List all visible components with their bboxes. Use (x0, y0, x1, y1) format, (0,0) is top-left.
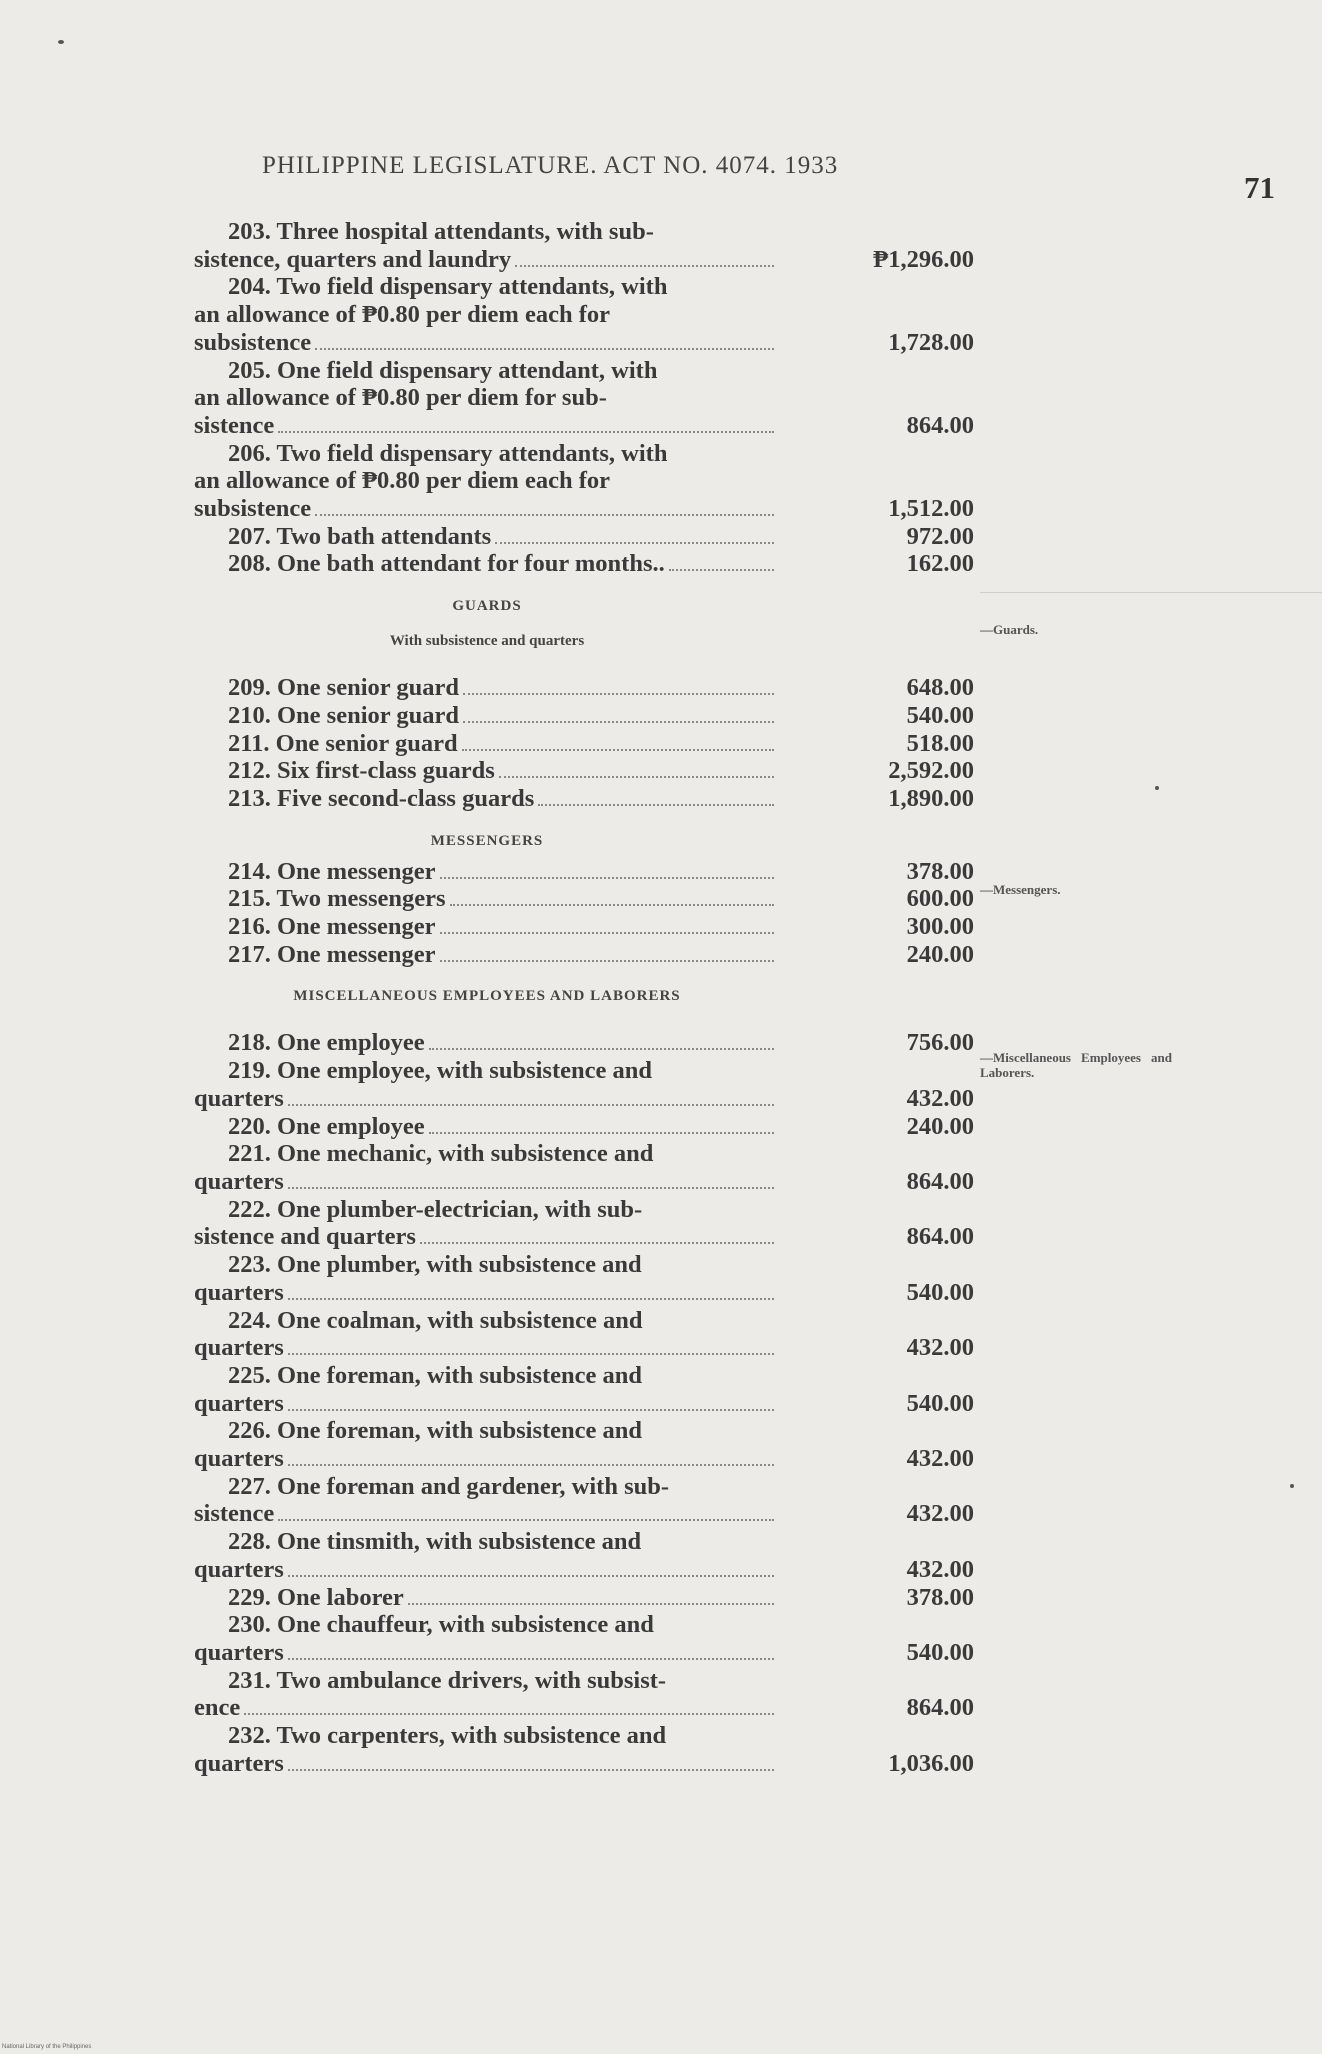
leader-dots (288, 1464, 774, 1466)
leader-dots (463, 693, 774, 695)
margin-note-messengers: —Messengers. (980, 882, 1061, 897)
line-item (194, 1029, 974, 1057)
line-item (194, 218, 974, 273)
line-item-line: 211. One senior guard (228, 729, 458, 757)
leader-dots (440, 932, 774, 934)
line-item-amount: 240.00 (906, 1112, 974, 1140)
line-item-amount: 1,036.00 (888, 1749, 974, 1777)
line-item-amount: 1,890.00 (888, 784, 974, 812)
leader-dots (288, 1187, 774, 1189)
line-item-text (194, 757, 780, 785)
leader-dots (440, 960, 774, 962)
line-item-text (194, 1417, 780, 1472)
line-item-line: quarters (194, 1638, 284, 1666)
line-item-line: ence (194, 1694, 241, 1722)
line-item-line: 225. One foreman, with subsistence and (228, 1361, 643, 1389)
line-item (194, 1528, 974, 1583)
line-item-text (194, 550, 780, 578)
line-item (194, 440, 974, 523)
line-item-line: 231. Two ambulance drivers, with subsist- (228, 1666, 667, 1694)
line-item (194, 357, 974, 440)
leader-dots (315, 514, 774, 516)
line-item-line: quarters (194, 1084, 284, 1112)
leader-dots (440, 877, 774, 879)
line-item-line: an allowance of ₱0.80 per diem for sub- (194, 384, 607, 412)
line-item-text (194, 702, 780, 730)
line-item-amount: 864.00 (906, 411, 974, 439)
line-item-text (194, 1307, 780, 1362)
footer-credit: National Library of the Philippines (2, 2044, 92, 2050)
leader-dots (538, 804, 774, 806)
leader-dots (315, 348, 774, 350)
line-item (194, 1196, 974, 1251)
line-item-text (194, 1722, 780, 1777)
line-item (194, 1722, 974, 1777)
line-item-line: 230. One chauffeur, with subsistence and (228, 1611, 654, 1639)
line-item-line: 208. One bath attendant for four months.. (228, 550, 665, 578)
line-item-text (194, 913, 780, 941)
leader-dots (288, 1104, 774, 1106)
running-head: PHILIPPINE LEGISLATURE. ACT NO. 4074. 1933 (262, 152, 839, 179)
line-item-text (194, 523, 780, 551)
line-item-text (194, 1140, 780, 1195)
line-item-amount: 240.00 (906, 940, 974, 968)
margin-note-misc: —Miscellaneous Employees and Laborers. (980, 1050, 1172, 1080)
line-item-text (194, 785, 780, 813)
line-item (194, 1362, 974, 1417)
line-item-text (194, 858, 780, 886)
line-item-amount: ₱1,296.00 (873, 245, 974, 273)
line-item-amount: 300.00 (906, 913, 974, 941)
line-item-line: 205. One field dispensary attendant, with (228, 356, 658, 384)
appropriation-list (194, 218, 974, 1777)
line-item-amount: 432.00 (906, 1500, 974, 1528)
top-entries (194, 218, 974, 578)
line-item-line: quarters (194, 1389, 284, 1417)
line-item-line: 222. One plumber-electrician, with sub- (228, 1195, 643, 1223)
line-item (194, 785, 974, 813)
line-item-amount: 518.00 (906, 729, 974, 757)
line-item-text (194, 1584, 780, 1612)
line-item-line: 228. One tinsmith, with subsistence and (228, 1528, 642, 1556)
leader-dots (499, 776, 774, 778)
line-item-amount: 162.00 (906, 550, 974, 578)
leader-dots (429, 1048, 774, 1050)
line-item-line: quarters (194, 1334, 284, 1362)
line-item-text (194, 1196, 780, 1251)
line-item-line: an allowance of ₱0.80 per diem each for (194, 301, 610, 329)
line-item-line: 229. One laborer (228, 1583, 404, 1611)
leader-dots (420, 1242, 774, 1244)
line-item-amount: 378.00 (906, 1583, 974, 1611)
line-item-line: 213. Five second-class guards (228, 784, 535, 812)
line-item-amount: 540.00 (906, 701, 974, 729)
line-item-line: 214. One messenger (228, 857, 436, 885)
leader-dots (463, 721, 774, 723)
leader-dots (288, 1298, 774, 1300)
line-item-line: sistence (194, 411, 275, 439)
line-item (194, 1473, 974, 1528)
line-item-line: quarters (194, 1445, 284, 1473)
line-item-line: 227. One foreman and gardener, with sub- (228, 1472, 670, 1500)
line-item-line: 223. One plumber, with subsistence and (228, 1251, 642, 1279)
line-item-amount: 432.00 (906, 1084, 974, 1112)
line-item-line: quarters (194, 1167, 284, 1195)
leader-dots (288, 1769, 774, 1771)
line-item-text (194, 885, 780, 913)
line-item-line: sistence, quarters and laundry (194, 245, 512, 273)
line-item-line: subsistence (194, 495, 312, 523)
line-item (194, 941, 974, 969)
line-item-text (194, 218, 780, 273)
line-item-text (194, 1113, 780, 1141)
leader-dots (408, 1603, 774, 1605)
leader-dots (278, 1519, 774, 1521)
line-item (194, 1251, 974, 1306)
line-item-amount: 600.00 (906, 885, 974, 913)
line-item (194, 550, 974, 578)
line-item-line: 210. One senior guard (228, 701, 459, 729)
line-item-amount: 1,512.00 (888, 495, 974, 523)
margin-note-guards: —Guards. (980, 622, 1039, 637)
line-item-line: 216. One messenger (228, 913, 436, 941)
line-item (194, 1057, 974, 1112)
leader-dots (278, 431, 774, 433)
line-item (194, 730, 974, 758)
line-item-text (194, 1667, 780, 1722)
line-item-text (194, 674, 780, 702)
line-item (194, 757, 974, 785)
line-item-text (194, 1611, 780, 1666)
line-item-text (194, 1251, 780, 1306)
line-item-amount: 1,728.00 (888, 328, 974, 356)
ink-speck (1155, 786, 1159, 790)
line-item-text (194, 1029, 780, 1057)
line-item-line: 226. One foreman, with subsistence and (228, 1417, 643, 1445)
line-item-amount: 2,592.00 (888, 757, 974, 785)
line-item-line: 212. Six first-class guards (228, 757, 495, 785)
line-item-amount: 432.00 (906, 1445, 974, 1473)
leader-dots (288, 1353, 774, 1355)
line-item-amount: 432.00 (906, 1555, 974, 1583)
line-item-amount: 864.00 (906, 1223, 974, 1251)
section-title-misc: MISCELLANEOUS EMPLOYEES AND LABORERS (293, 988, 681, 1005)
line-item (194, 1417, 974, 1472)
misc-entries (194, 1029, 974, 1777)
line-item (194, 1611, 974, 1666)
leader-dots (288, 1409, 774, 1411)
line-item-line: sistence (194, 1500, 275, 1528)
line-item-line: quarters (194, 1555, 284, 1583)
line-item-amount: 540.00 (906, 1278, 974, 1306)
line-item-line: 218. One employee (228, 1029, 425, 1057)
line-item-text (194, 1528, 780, 1583)
line-item-amount: 864.00 (906, 1167, 974, 1195)
line-item-line: quarters (194, 1278, 284, 1306)
line-item-line: 209. One senior guard (228, 674, 459, 702)
line-item-line: quarters (194, 1749, 284, 1777)
leader-dots (288, 1575, 774, 1577)
line-item (194, 1140, 974, 1195)
section-title-guards: GUARDS (452, 598, 522, 615)
line-item-amount: 648.00 (906, 674, 974, 702)
ink-speck (1290, 1484, 1294, 1488)
line-item-line: 207. Two bath attendants (228, 522, 492, 550)
leader-dots (429, 1132, 774, 1134)
line-item-amount: 864.00 (906, 1694, 974, 1722)
line-item-line: 219. One employee, with subsistence and (228, 1057, 653, 1085)
messenger-entries (194, 858, 974, 969)
line-item-amount: 540.00 (906, 1638, 974, 1666)
line-item-text (194, 941, 780, 969)
section-title-messengers: MESSENGERS (430, 832, 544, 849)
line-item-text (194, 440, 780, 523)
leader-dots (288, 1658, 774, 1660)
section-subtitle-guards: With subsistence and quarters (389, 633, 585, 650)
line-item-line: subsistence (194, 328, 312, 356)
leader-dots (244, 1713, 774, 1715)
line-item-amount: 378.00 (906, 857, 974, 885)
leader-dots (462, 749, 774, 751)
line-item (194, 1584, 974, 1612)
line-item (194, 273, 974, 356)
line-item (194, 523, 974, 551)
line-item-line: 206. Two field dispensary attendants, with (228, 439, 668, 467)
line-item-line: 220. One employee (228, 1112, 425, 1140)
line-item (194, 1667, 974, 1722)
line-item-amount: 540.00 (906, 1389, 974, 1417)
line-item-text (194, 730, 780, 758)
line-item (194, 702, 974, 730)
line-item (194, 913, 974, 941)
line-item-text (194, 1057, 780, 1112)
line-item (194, 1113, 974, 1141)
line-item-line: 232. Two carpenters, with subsistence and (228, 1722, 667, 1750)
line-item-line: 224. One coalman, with subsistence and (228, 1306, 643, 1334)
line-item-line: sistence and quarters (194, 1223, 416, 1251)
line-item-line: 221. One mechanic, with subsistence and (228, 1140, 654, 1168)
line-item-line: an allowance of ₱0.80 per diem each for (194, 467, 610, 495)
line-item (194, 885, 974, 913)
line-item-text (194, 1473, 780, 1528)
line-item-amount: 756.00 (906, 1029, 974, 1057)
line-item-text (194, 273, 780, 356)
leader-dots (515, 265, 774, 267)
line-item-line: 203. Three hospital attendants, with sub- (228, 218, 654, 245)
leader-dots (495, 542, 774, 544)
margin-rule (980, 592, 1322, 593)
ink-speck (58, 40, 64, 44)
line-item-text (194, 357, 780, 440)
line-item-amount: 432.00 (906, 1334, 974, 1362)
line-item-amount: 972.00 (906, 522, 974, 550)
line-item-line: 215. Two messengers (228, 885, 446, 913)
leader-dots (669, 569, 774, 571)
guard-entries (194, 674, 974, 813)
line-item-line: 217. One messenger (228, 940, 436, 968)
line-item (194, 1307, 974, 1362)
line-item-line: 204. Two field dispensary attendants, with (228, 273, 668, 301)
line-item (194, 674, 974, 702)
line-item (194, 858, 974, 886)
page-number: 71 (1244, 170, 1275, 205)
line-item-text (194, 1362, 780, 1417)
leader-dots (450, 904, 774, 906)
